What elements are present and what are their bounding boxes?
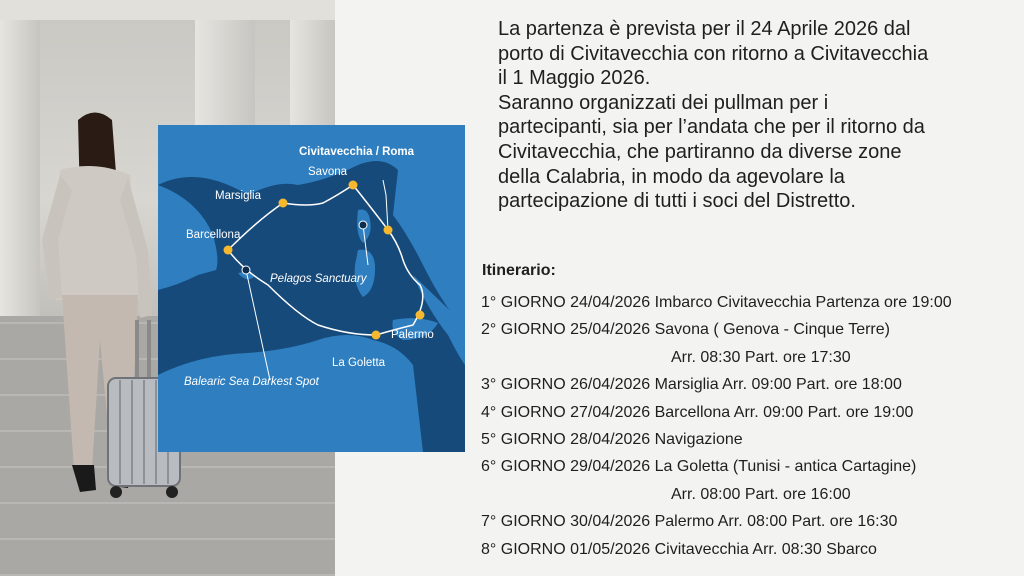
intro-line: Civitavecchia, che partiranno da diverse zone: [498, 140, 902, 163]
itinerary-day: 1° GIORNO 24/04/2026 Imbarco Civitavecchia Partenza ore 19:00: [481, 294, 952, 311]
port-dot-barcellona: [224, 246, 233, 255]
intro-line: il 1 Maggio 2026.: [498, 67, 651, 90]
port-dot-civitavecchia: [384, 226, 393, 235]
port-dot-savona: [349, 181, 358, 190]
cruise-route-line: [228, 185, 423, 335]
label-palermo: Palermo: [391, 329, 434, 341]
intro-line: della Calabria, in modo da agevolare la: [498, 165, 845, 188]
intro-line: partecipanti, sia per l’andata che per il ritorno da: [498, 116, 925, 139]
itinerary-day: 4° GIORNO 27/04/2026 Barcellona Arr. 09:00 Part. ore 19:00: [481, 403, 914, 421]
port-dot-marsiglia: [279, 199, 288, 208]
itinerary-list: [481, 289, 1021, 563]
pelagos-marker: [359, 221, 367, 229]
intro-paragraph: [498, 17, 998, 214]
intro-line: partecipazione di tutti i soci del Distretto.: [498, 190, 856, 213]
intro-line: Saranno organizzati dei pullman per i: [498, 91, 829, 114]
port-dot-palermo: [416, 311, 425, 320]
intro-line: La partenza è prevista per il 24 Aprile 2026 dal: [498, 18, 911, 40]
label-savona: Savona: [308, 166, 348, 178]
itinerary-day: 8° GIORNO 01/05/2026 Civitavecchia Arr. 08:30 Sbarco: [481, 540, 877, 558]
itinerary-times: Arr. 08:30 Part. ore 17:30: [671, 348, 851, 366]
itinerary-day: 6° GIORNO 29/04/2026 La Goletta (Tunisi - antica Cartagine): [481, 458, 917, 476]
itinerary-day: 5° GIORNO 28/04/2026 Navigazione: [481, 430, 743, 448]
itinerary-title: Itinerario:: [482, 262, 556, 279]
label-la-goletta: La Goletta: [332, 357, 386, 369]
label-marsiglia: Marsiglia: [215, 190, 262, 202]
intro-line: porto di Civitavecchia con ritorno a Civitavecchia: [498, 42, 929, 65]
label-barcellona: Barcellona: [186, 229, 241, 241]
label-balearic: Balearic Sea Darkest Spot: [184, 376, 319, 388]
itinerary-day: 7° GIORNO 30/04/2026 Palermo Arr. 08:00 Part. ore 16:30: [481, 513, 898, 531]
label-civitavecchia: Civitavecchia / Roma: [299, 146, 415, 158]
land-north-africa: [158, 335, 423, 452]
itinerary-times: Arr. 08:00 Part. ore 16:00: [671, 485, 851, 503]
itinerary-day: 2° GIORNO 25/04/2026 Savona ( Genova - Cinque Terre): [481, 321, 890, 339]
itinerary-day: 3° GIORNO 26/04/2026 Marsiglia Arr. 09:00 Part. ore 18:00: [481, 376, 902, 394]
port-dot-la-goletta: [372, 331, 381, 340]
label-pelagos: Pelagos Sanctuary: [270, 273, 367, 285]
cruise-route-map: [158, 125, 465, 452]
balearic-marker: [242, 266, 250, 274]
